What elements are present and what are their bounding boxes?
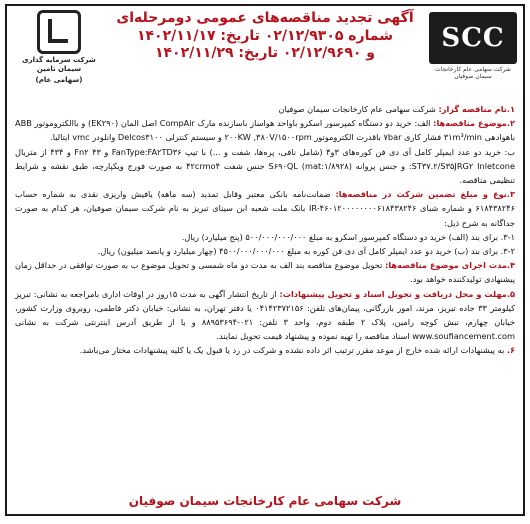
title-line-3: و ۰۲/۱۲/۹۶۹۰ تاریخ: ۱۴۰۲/۱۱/۲۹	[154, 45, 376, 61]
item-deadline: ۵.مهلت و محل دریافت و تحویل اسناد و تحویل پیشنهادات: از تاریخ انتشار آگهی به مدت ۱۵روز در اوقات اداری بامراجعه به نشانی: تبریز کیلومتر ۳۳ جاده تبریز، مرند، امور بازرگانی، پیمان‌های تلفن: ۰۴۱۴۲۳۷۲۱۵۶ یا دفتر تهران، به نشانی: خیابان دکتر فاطمی، روبروی وزارت کشور، خیابان چهارم، نبش کوچه رامین، پلاک ۲ طبقه دوم، واحد ۳ تلفن: ۰۲۱-۸۸۹۵۳۶۹۴ و یا از طریق آدرس اینترنتی شرکت به نشانی www.soufiancement.com اسناد مناقصه را تهیه نموده و پیشنهاد قیمت تحویل نمایند.	[15, 288, 516, 342]
item-subject-b: ب: خرید دو عدد ایمپلر کامل آی دی فن کوره‌های ۳و۴ (شامل نافی، پره‌ها، شفت و ...) با تیپ FanType:FA۲TD۳۶ و ۴۳ Fn۲ و ۴۳۴ از متریال ST۳۷.۲/S۳۵JRG۲ Inletcone: و جنس پروانه S۶۹۰QL (mat:۱/۸۹۲۸) جنس شفت ۴۲crmo۴ به صورت فورج ویکپارچه، طبق نقشه و شرایط تنظیمی مناقصه.	[15, 146, 515, 186]
title-line-2: شماره ۰۲/۱۲/۹۳۰۵ تاریخ: ۱۴۰۲/۱۱/۱۷	[136, 27, 394, 44]
item-notes: ۶. به پیشنهادات ارائه شده خارج از موعد مقرر ترتیب اثر داده نشده و شرکت در رد یا قبول یک یا کلیه پیشنهادات مختار می‌باشد.	[79, 345, 515, 356]
notice-body	[15, 102, 515, 358]
item-subject: ۲.موضوع مناقصه‌ها: الف: خرید دو دستگاه کمپرسور اسکرو باواحد هواساز باسازنده مارک CompAir اصل المان (EK۲۹۰) و باالکتروموتور ABB باهوادهی ۳۱m³/min فشار کاری ۷bar باقدرت الکتروموتور ۲۰۰KW ,۳۸۰V/۱۵۰۰rpm و سیستم کنترلی Delcos۳۱۰۰ وانلودر vmc ایتالیا.	[15, 118, 515, 143]
notice-title	[107, 10, 423, 63]
tamin-logo-caption: شرکت سرمایه گذاری سیمان تامین	[22, 56, 96, 73]
signature: شرکت سهامی عام کارخانجات سیمان صوفیان	[128, 494, 402, 508]
scc-logo	[429, 12, 517, 64]
notice-header	[7, 6, 523, 98]
item-guarantee-b: ۳-۲. برای بند (ب) خرید دو عدد ایمپلر کامل آی دی فن کوره به مبلغ ۴۵۰۰/۰۰۰/۰۰۰/۰۰۰ (چهار میلیارد و پانصد میلیون) ریال.	[97, 246, 515, 257]
item-guarantee: ۳.نوع و مبلغ تضمین شرکت در مناقصه‌ها: ضمانت‌نامه بانکی معتبر وقابل تمدید (سه ماهه) یافیش واریزی نقدی به شماره حساب ۶۱۸۴۳۸۲۴۶ و شماره شبای IR-۴۶۰۱۲۰۰۰۰۰۰۰۰۶۱۸۴۳۸۲۴۶ بانک ملت شعبه ابن سینای تبریز به نام شرکت سیمان صوفیان، هر کدام به صورت جداگانه به شرح ذیل:	[15, 189, 516, 228]
title-line-1: آگهی تجدید مناقصه‌های عمومی دومرحله‌ای	[116, 10, 414, 26]
item-duration: ۴.مدت اجرای موضوع مناقصه‌ها: تحویل موضوع مناقصه بند الف به مدت دو ماه شمسی و تحویل موضوع ب به صورت توافقی در حداقل زمان پیشنهادی تولیدکننده خواهد بود.	[15, 260, 515, 285]
tamin-logo-caption-2: (سهامی عام)	[35, 75, 83, 84]
tamin-emblem-icon	[37, 10, 81, 54]
scc-logo-text: SCC	[441, 23, 505, 53]
tamin-logo	[13, 10, 105, 84]
item-guarantee-a: ۳-۱. برای بند (الف) خرید دو دستگاه کمپرسور اسکرو به مبلغ ۵۰۰/۰۰۰/۰۰۰/۰۰۰ (پنج میلیارد) ریال.	[181, 231, 515, 242]
scc-logo-caption: شرکت سهامی عام کارخانجات سیمان صوفیان	[435, 66, 511, 81]
tender-notice	[5, 4, 525, 516]
item-organizer: ۱.نام مناقصه گزار: شرکت سهامی عام کارخانجات سیمان صوفیان	[278, 104, 515, 114]
